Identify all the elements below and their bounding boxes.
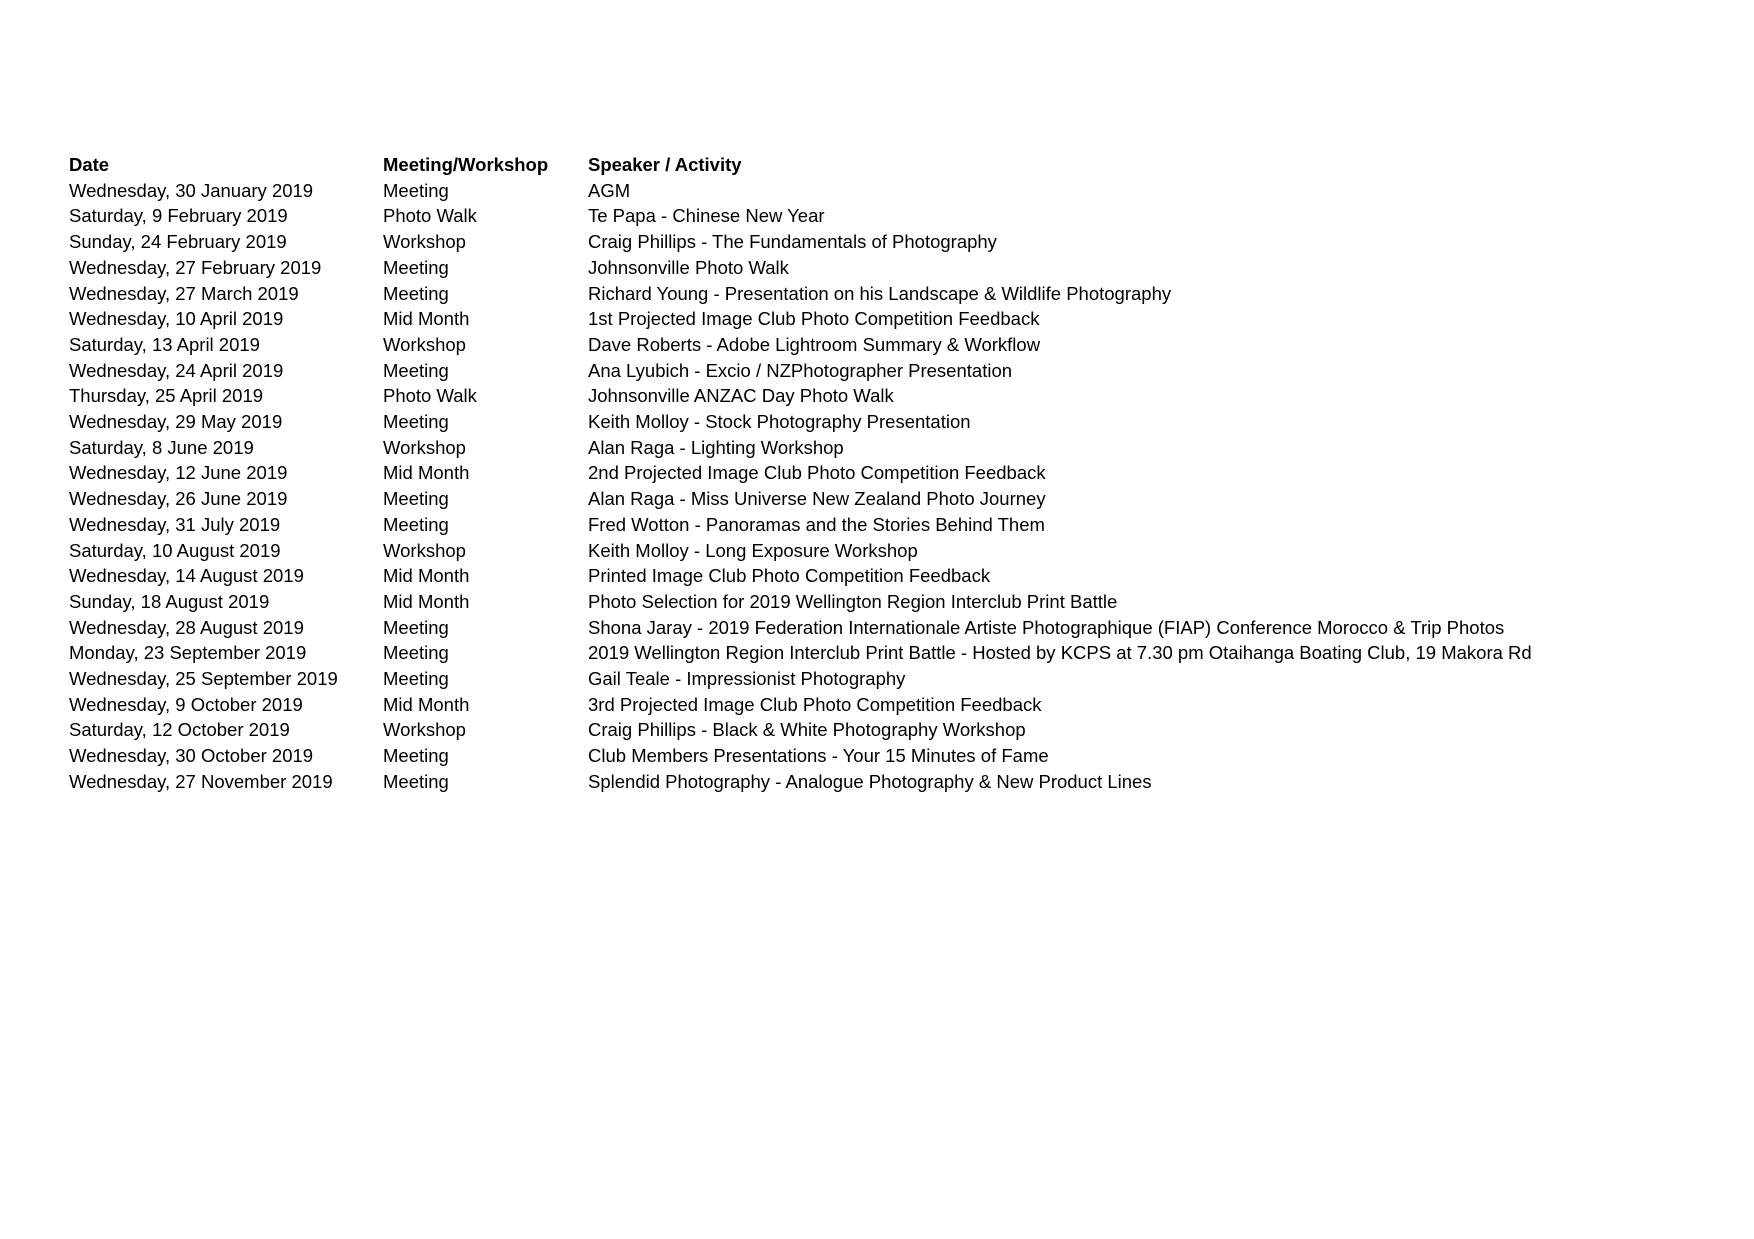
table-header-row: [69, 152, 1548, 178]
cell-meeting-workshop: Meeting: [383, 745, 449, 767]
cell-meeting-workshop: Mid Month: [383, 590, 470, 612]
cell-speaker-activity: 2nd Projected Image Club Photo Competition Feedback: [588, 462, 1046, 484]
cell-speaker-activity: Photo Selection for 2019 Wellington Region Interclub Print Battle: [588, 590, 1118, 612]
cell-meeting-workshop: Workshop: [383, 231, 466, 253]
cell-date: Monday, 23 September 2019: [69, 642, 307, 664]
cell-meeting-workshop: Mid Month: [383, 565, 470, 587]
cell-date: Wednesday, 28 August 2019: [69, 616, 304, 638]
cell-speaker-activity: Keith Molloy - Stock Photography Presentation: [588, 411, 971, 433]
table-row: [69, 332, 1548, 358]
table-row: [69, 640, 1548, 666]
cell-speaker-activity: Gail Teale - Impressionist Photography: [588, 668, 906, 690]
cell-date: Wednesday, 10 April 2019: [69, 308, 284, 330]
cell-date: Saturday, 8 June 2019: [69, 436, 254, 458]
cell-speaker-activity: Richard Young - Presentation on his Landscape & Wildlife Photography: [588, 282, 1172, 304]
cell-meeting-workshop: Meeting: [383, 513, 449, 535]
cell-date: Wednesday, 25 September 2019: [69, 668, 338, 690]
cell-meeting-workshop: Mid Month: [383, 462, 470, 484]
table-row: [69, 203, 1548, 229]
cell-meeting-workshop: Meeting: [383, 256, 449, 278]
cell-meeting-workshop: Workshop: [383, 539, 466, 561]
cell-speaker-activity: Splendid Photography - Analogue Photography & New Product Lines: [588, 770, 1152, 792]
cell-meeting-workshop: Workshop: [383, 333, 466, 355]
table-row: [69, 615, 1548, 641]
table-row: [69, 486, 1548, 512]
table-row: [69, 512, 1548, 538]
cell-speaker-activity: Dave Roberts - Adobe Lightroom Summary & Workflow: [588, 333, 1041, 355]
cell-date: Thursday, 25 April 2019: [69, 385, 264, 407]
cell-speaker-activity: 1st Projected Image Club Photo Competition Feedback: [588, 308, 1040, 330]
schedule-table: [69, 152, 1548, 795]
table-row: [69, 769, 1548, 795]
cell-speaker-activity: Ana Lyubich - Excio / NZPhotographer Presentation: [588, 359, 1013, 381]
table-row: [69, 306, 1548, 332]
cell-speaker-activity: Craig Phillips - The Fundamentals of Photography: [588, 231, 997, 253]
table-row: [69, 435, 1548, 461]
cell-meeting-workshop: Meeting: [383, 359, 449, 381]
cell-speaker-activity: 2019 Wellington Region Interclub Print Battle - Hosted by KCPS at 7.30 pm Otaihanga Boating Club, 19 Makora Rd: [588, 642, 1532, 664]
cell-meeting-workshop: Mid Month: [383, 308, 470, 330]
cell-date: Wednesday, 24 April 2019: [69, 359, 284, 381]
table-row: [69, 281, 1548, 307]
header-date: Date: [69, 154, 110, 175]
table-row: [69, 538, 1548, 564]
cell-speaker-activity: AGM: [588, 179, 631, 201]
table-row: [69, 460, 1548, 486]
cell-date: Saturday, 10 August 2019: [69, 539, 281, 561]
cell-meeting-workshop: Photo Walk: [383, 205, 477, 227]
cell-date: Saturday, 9 February 2019: [69, 205, 288, 227]
cell-date: Wednesday, 30 January 2019: [69, 179, 314, 201]
header-meeting-workshop: Meeting/Workshop: [383, 154, 549, 175]
cell-meeting-workshop: Meeting: [383, 488, 449, 510]
cell-date: Wednesday, 9 October 2019: [69, 693, 303, 715]
table-row: [69, 229, 1548, 255]
cell-meeting-workshop: Mid Month: [383, 693, 470, 715]
table-row: [69, 666, 1548, 692]
cell-meeting-workshop: Workshop: [383, 719, 466, 741]
cell-date: Sunday, 18 August 2019: [69, 590, 270, 612]
cell-meeting-workshop: Meeting: [383, 179, 449, 201]
cell-speaker-activity: Craig Phillips - Black & White Photography Workshop: [588, 719, 1026, 741]
table-row: [69, 383, 1548, 409]
cell-date: Wednesday, 12 June 2019: [69, 462, 288, 484]
cell-date: Saturday, 12 October 2019: [69, 719, 290, 741]
cell-meeting-workshop: Meeting: [383, 411, 449, 433]
table-row: [69, 255, 1548, 281]
cell-speaker-activity: Johnsonville Photo Walk: [588, 256, 789, 278]
cell-date: Wednesday, 26 June 2019: [69, 488, 288, 510]
table-row: [69, 358, 1548, 384]
cell-date: Saturday, 13 April 2019: [69, 333, 260, 355]
table-row: [69, 589, 1548, 615]
cell-speaker-activity: Shona Jaray - 2019 Federation Internationale Artiste Photographique (FIAP) Conference Morocco & Trip Photos: [588, 616, 1505, 638]
cell-meeting-workshop: Workshop: [383, 436, 466, 458]
cell-date: Wednesday, 27 November 2019: [69, 770, 333, 792]
cell-speaker-activity: 3rd Projected Image Club Photo Competition Feedback: [588, 693, 1042, 715]
cell-speaker-activity: Johnsonville ANZAC Day Photo Walk: [588, 385, 894, 407]
cell-speaker-activity: Printed Image Club Photo Competition Feedback: [588, 565, 991, 587]
cell-meeting-workshop: Meeting: [383, 642, 449, 664]
table-row: [69, 178, 1548, 204]
cell-speaker-activity: Alan Raga - Lighting Workshop: [588, 436, 844, 458]
header-speaker-activity: Speaker / Activity: [588, 154, 742, 175]
table-row: [69, 692, 1548, 718]
cell-meeting-workshop: Photo Walk: [383, 385, 477, 407]
cell-date: Wednesday, 27 March 2019: [69, 282, 299, 304]
cell-date: Wednesday, 14 August 2019: [69, 565, 304, 587]
table-body: [69, 178, 1548, 795]
cell-speaker-activity: Alan Raga - Miss Universe New Zealand Photo Journey: [588, 488, 1046, 510]
cell-date: Wednesday, 30 October 2019: [69, 745, 314, 767]
cell-date: Wednesday, 31 July 2019: [69, 513, 281, 535]
cell-speaker-activity: Keith Molloy - Long Exposure Workshop: [588, 539, 918, 561]
cell-speaker-activity: Te Papa - Chinese New Year: [588, 205, 825, 227]
table-row: [69, 409, 1548, 435]
table-row: [69, 743, 1548, 769]
cell-date: Wednesday, 29 May 2019: [69, 411, 283, 433]
cell-date: Sunday, 24 February 2019: [69, 231, 287, 253]
table-row: [69, 717, 1548, 743]
cell-speaker-activity: Club Members Presentations - Your 15 Minutes of Fame: [588, 745, 1049, 767]
table-row: [69, 563, 1548, 589]
cell-date: Wednesday, 27 February 2019: [69, 256, 322, 278]
cell-meeting-workshop: Meeting: [383, 770, 449, 792]
cell-meeting-workshop: Meeting: [383, 668, 449, 690]
cell-speaker-activity: Fred Wotton - Panoramas and the Stories Behind Them: [588, 513, 1045, 535]
cell-meeting-workshop: Meeting: [383, 282, 449, 304]
cell-meeting-workshop: Meeting: [383, 616, 449, 638]
